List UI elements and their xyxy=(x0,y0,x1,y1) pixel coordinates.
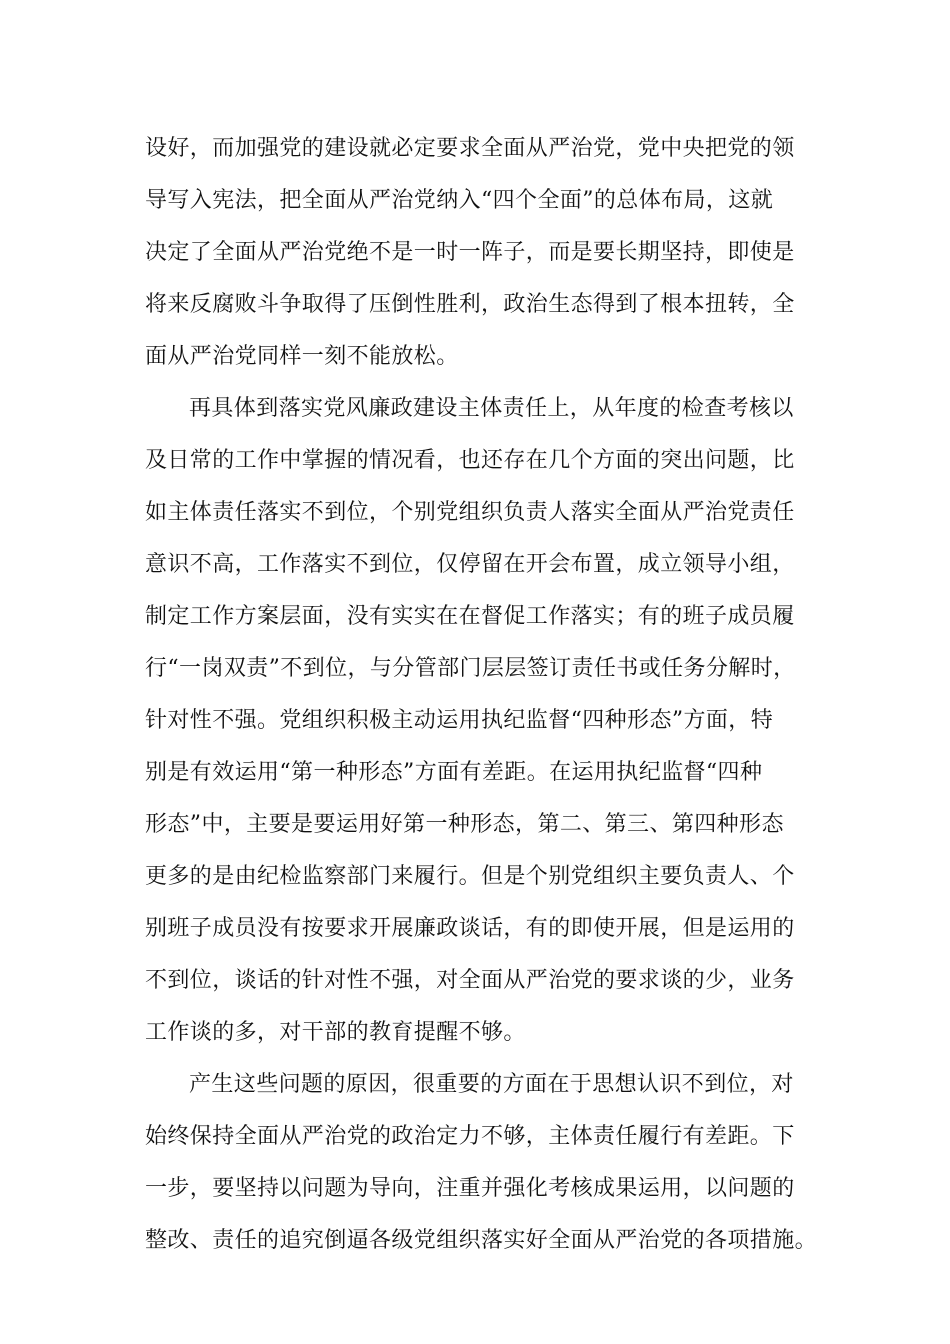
text-line: 始终保持全面从严治党的政治定力不够，主体责任履行有差距。下 xyxy=(145,1124,795,1149)
text-line: 别班子成员没有按要求开展廉政谈话，有的即使开展，但是运用的 xyxy=(145,916,795,941)
text-line: 导写入宪法，把全面从严治党纳入“四个全面”的总体布局，这就 xyxy=(145,188,774,213)
text-line: 工作谈的多，对干部的教育提醒不够。 xyxy=(145,1020,526,1045)
text-line: 针对性不强。党组织积极主动运用执纪监督“四种形态”方面，特 xyxy=(145,708,774,733)
text-line: 产生这些问题的原因，很重要的方面在于思想认识不到位，对 xyxy=(189,1072,794,1097)
text-line: 意识不高，工作落实不到位，仅停留在开会布置，成立领导小组， xyxy=(145,552,795,577)
text-line: 一步，要坚持以问题为导向，注重并强化考核成果运用，以问题的 xyxy=(145,1176,795,1201)
text-line: 决定了全面从严治党绝不是一时一阵子，而是要长期坚持，即使是 xyxy=(145,240,795,265)
text-line: 将来反腐败斗争取得了压倒性胜利，政治生态得到了根本扭转，全 xyxy=(145,292,795,317)
text-line: 及日常的工作中掌握的情况看，也还存在几个方面的突出问题，比 xyxy=(145,448,795,473)
text-line: 如主体责任落实不到位，个别党组织负责人落实全面从严治党责任 xyxy=(145,500,795,525)
text-line: 再具体到落实党风廉政建设主体责任上，从年度的检查考核以 xyxy=(189,396,794,421)
text-line: 行“一岗双责”不到位，与分管部门层层签订责任书或任务分解时， xyxy=(145,656,796,681)
text-line: 整改、责任的追究倒逼各级党组织落实好全面从严治党的各项措施。 xyxy=(145,1228,818,1253)
text-line: 面从严治党同样一刻不能放松。 xyxy=(145,344,459,369)
text-line: 别是有效运用“第一种形态”方面有差距。在运用执纪监督“四种 xyxy=(145,760,763,785)
text-line: 设好，而加强党的建设就必定要求全面从严治党，党中央把党的领 xyxy=(145,136,795,161)
text-line: 制定工作方案层面，没有实实在在督促工作落实；有的班子成员履 xyxy=(145,604,795,629)
text-line: 形态”中，主要是要运用好第一种形态，第二、第三、第四种形态 xyxy=(145,812,784,837)
text-line: 更多的是由纪检监察部门来履行。但是个别党组织主要负责人、个 xyxy=(145,864,795,889)
text-line: 不到位，谈话的针对性不强，对全面从严治党的要求谈的少，业务 xyxy=(145,968,795,993)
